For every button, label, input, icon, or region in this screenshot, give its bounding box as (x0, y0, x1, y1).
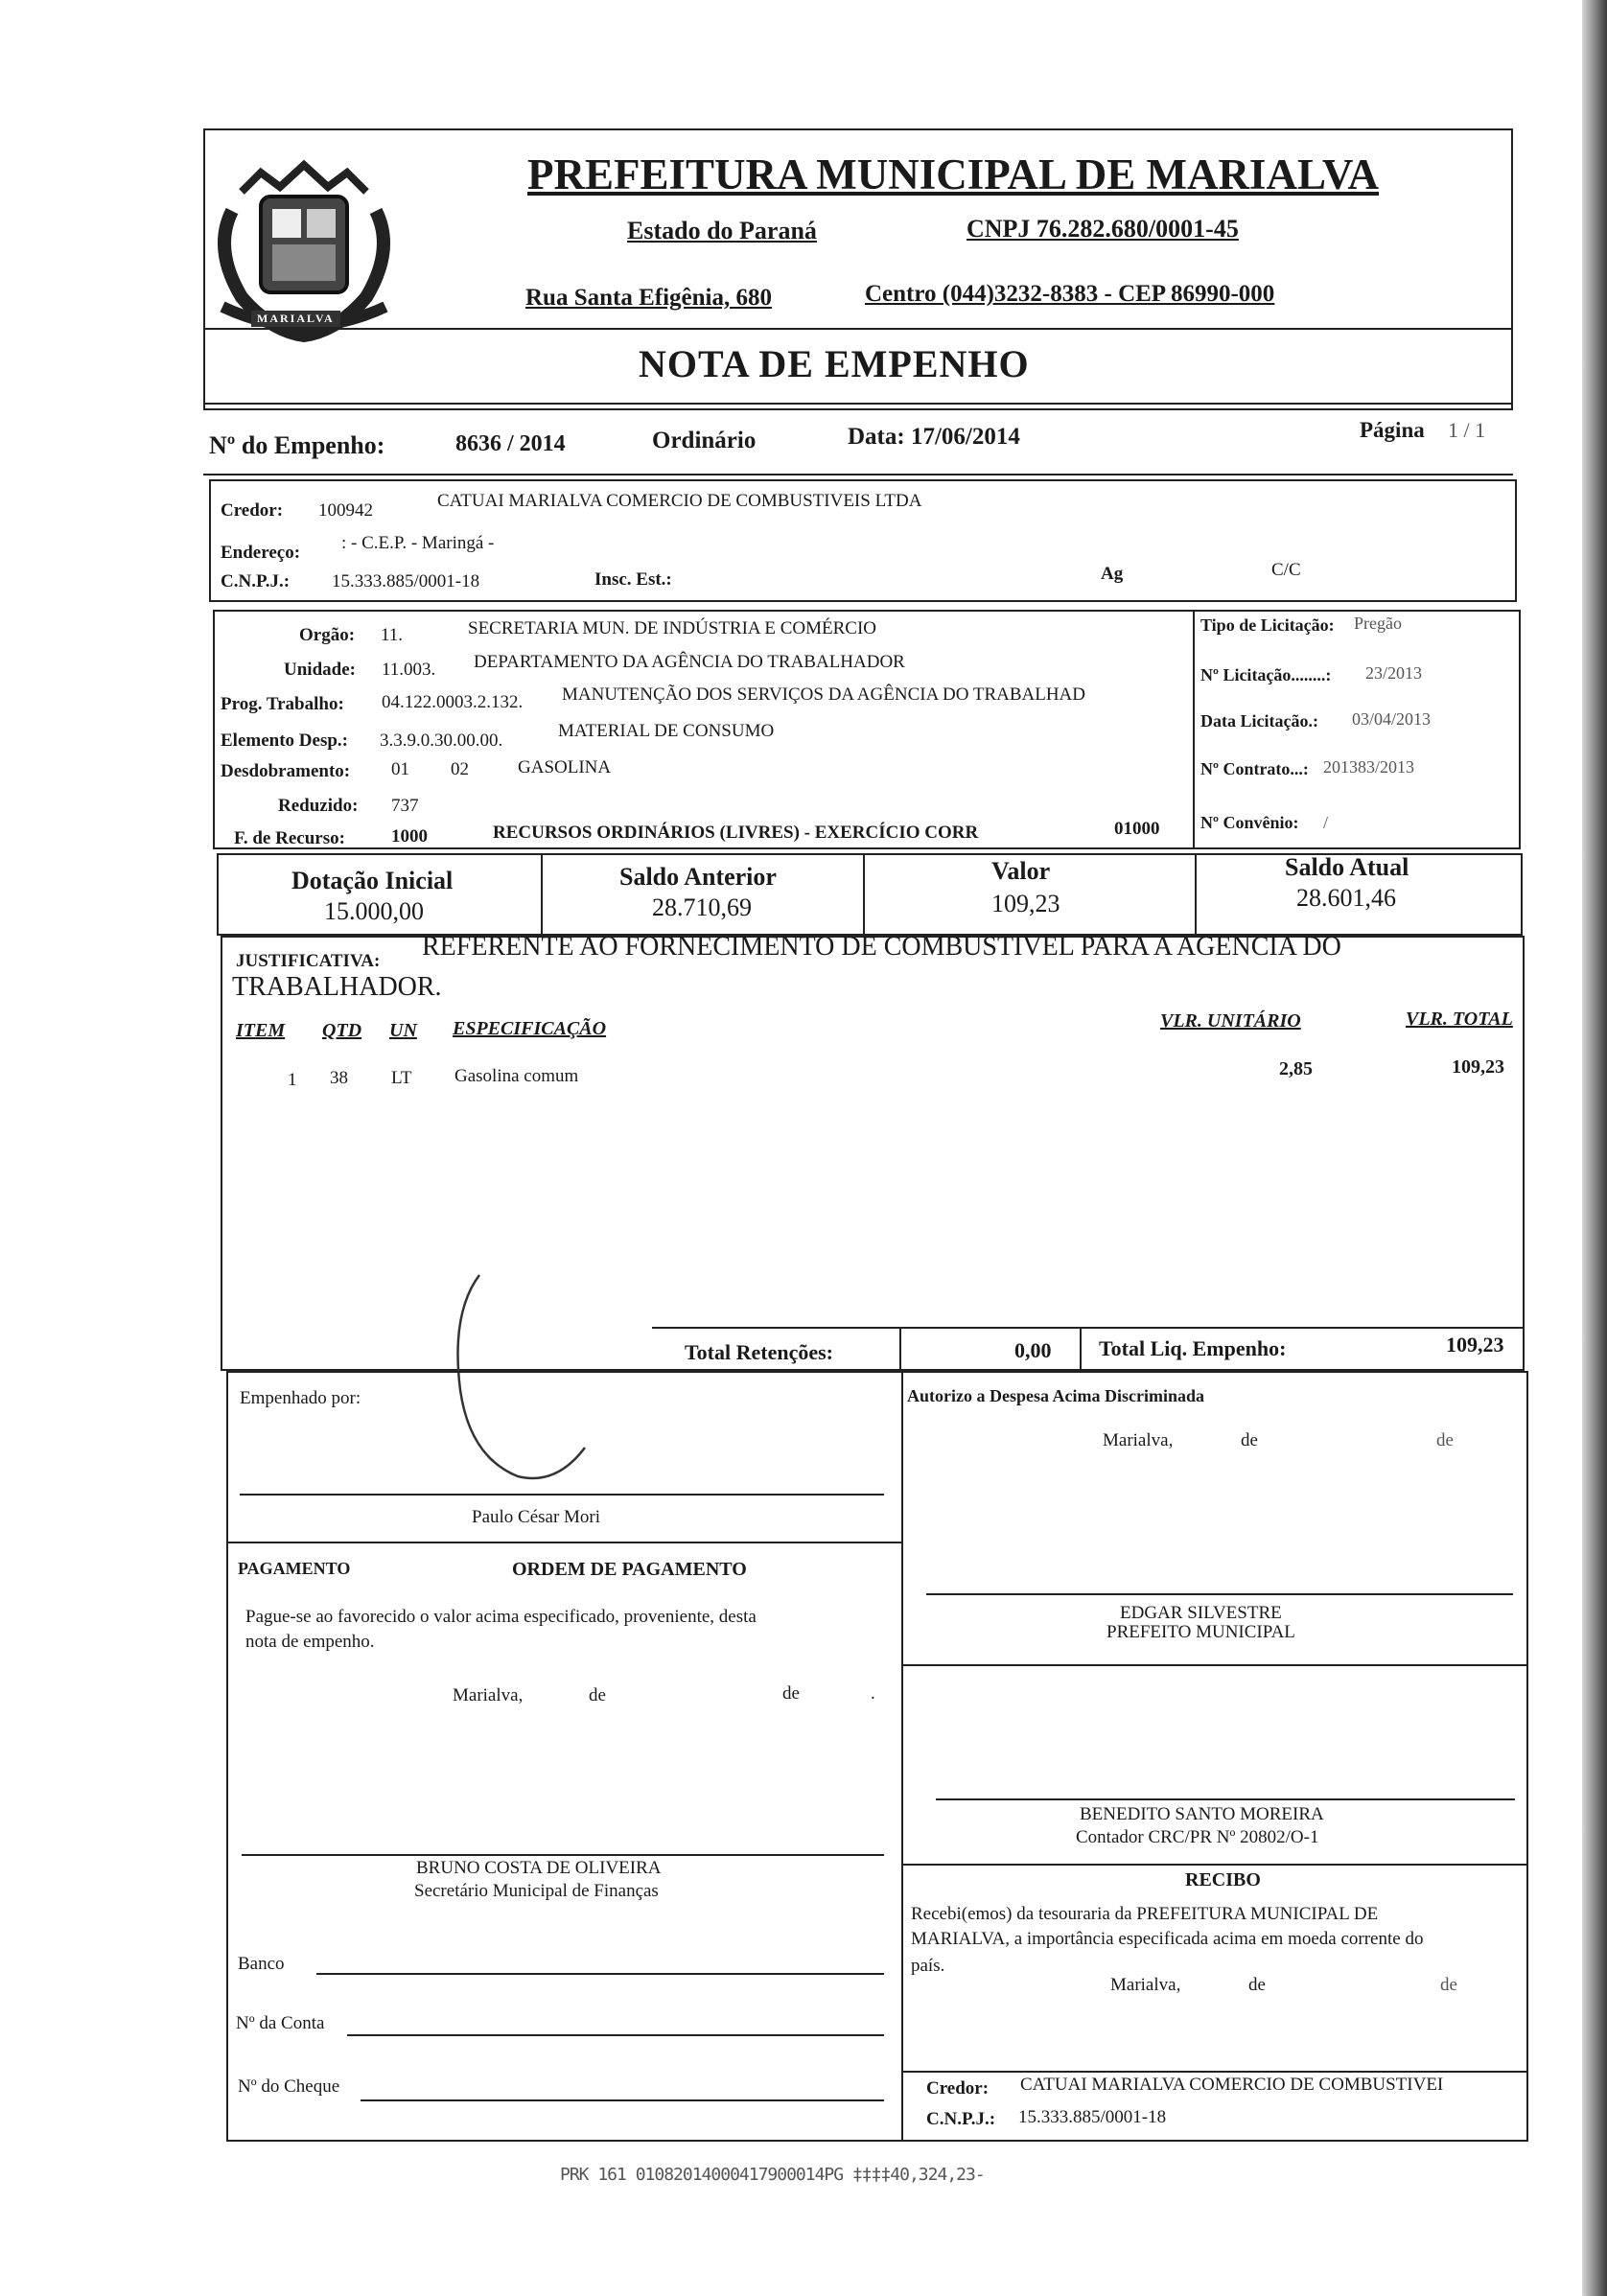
secretario-signature-line (242, 1854, 884, 1856)
desdobramento-code1: 01 (391, 759, 409, 779)
endereco-value: : - C.E.P. - Maringá - (341, 533, 495, 553)
footer-barcode-text: PRK 161 01082014000417900014PG ‡‡‡‡40,324,23- (560, 2165, 985, 2185)
conta-line (347, 2034, 884, 2036)
items-header-item: ITEM (236, 1020, 286, 1041)
contador-signature-line (936, 1798, 1515, 1800)
recibo-bottom-line (901, 2071, 1528, 2073)
contador-bottom-line (901, 1864, 1528, 1866)
pagamento-de1: de (589, 1685, 606, 1705)
prefeito-role: PREFEITO MUNICIPAL (1106, 1622, 1295, 1642)
page-value: 1 / 1 (1448, 418, 1486, 442)
empenho-number-value: 8636 / 2014 (455, 431, 566, 456)
cnpj-header: CNPJ 76.282.680/0001-45 (967, 215, 1239, 243)
recibo-credor-value: CATUAI MARIALVA COMERCIO DE COMBUSTIVEI (1020, 2075, 1444, 2095)
pagamento-city: Marialva, (453, 1685, 524, 1705)
recibo-de2: de (1440, 1975, 1457, 1995)
prefeito-name: EDGAR SILVESTRE (1120, 1603, 1282, 1623)
unidade-label: Unidade: (284, 660, 356, 680)
items-header-qtd: QTD (322, 1020, 362, 1041)
autorizo-city: Marialva, (1103, 1430, 1174, 1450)
bottom-center-divider (901, 1371, 903, 2142)
reduzido-label: Reduzido: (278, 796, 359, 816)
reduzido-value: 737 (391, 796, 419, 816)
recibo-credor-label: Credor: (926, 2078, 990, 2099)
orgao-code: 11. (381, 625, 404, 645)
unidade-name: DEPARTAMENTO DA AGÊNCIA DO TRABALHADOR (474, 652, 905, 672)
contrato-label: Nº Contrato...: (1200, 759, 1309, 778)
cnpj-label: C.N.P.J.: (221, 571, 291, 591)
desdobramento-name: GASOLINA (518, 757, 612, 777)
recibo-de1: de (1248, 1975, 1266, 1995)
totals-divider-1 (899, 1327, 901, 1371)
item-spec: Gasolina comum (454, 1066, 579, 1086)
empenho-divider (203, 474, 1513, 475)
autorizo-label: Autorizo a Despesa Acima Discriminada (907, 1386, 1204, 1405)
empenhado-bottom-line (226, 1542, 901, 1543)
elemento-desp-name: MATERIAL DE CONSUMO (558, 721, 775, 741)
item-unit-value: 2,85 (1279, 1058, 1313, 1079)
elemento-desp-label: Elemento Desp.: (221, 731, 348, 751)
total-retencoes-label: Total Retenções: (685, 1340, 833, 1364)
total-liq-label: Total Liq. Empenho: (1099, 1336, 1287, 1360)
items-header-spec: ESPECIFICAÇÃO (453, 1018, 607, 1039)
recibo-cnpj-value: 15.333.885/0001-18 (1018, 2107, 1167, 2127)
dotacao-inicial-label: Dotação Inicial (291, 867, 454, 894)
insc-est-label: Insc. Est.: (594, 569, 672, 590)
empenhado-name: Paulo César Mori (472, 1507, 601, 1527)
recibo-text-line2: MARIALVA, a importância especificada acima em moeda corrente do (911, 1929, 1424, 1949)
fonte-recurso-code2: 01000 (1114, 819, 1160, 839)
orgao-label: Orgão: (299, 625, 356, 645)
empenhado-label: Empenhado por: (240, 1388, 361, 1408)
fonte-recurso-code: 1000 (391, 826, 428, 847)
recibo-text-line1: Recebi(emos) da tesouraria da PREFEITURA MUNICIPAL DE (911, 1904, 1379, 1924)
autorizo-de2: de (1436, 1430, 1454, 1450)
justificativa-line2: TRABALHADOR. (232, 972, 442, 1002)
saldo-atual-label: Saldo Atual (1285, 853, 1409, 881)
title-divider (203, 403, 1513, 405)
state-label: Estado do Paraná (627, 217, 817, 244)
item-qtd: 38 (330, 1068, 348, 1088)
autorizo-de1: de (1241, 1430, 1258, 1450)
secretario-role: Secretário Municipal de Finanças (414, 1881, 659, 1901)
saldo-anterior-value: 28.710,69 (652, 893, 752, 921)
prefeito-signature-line (926, 1593, 1513, 1595)
justificativa-line1: REFERENTE AO FORNECIMENTO DE COMBUSTIVEL PARA A AGENCIA DO (422, 932, 1341, 962)
prog-trabalho-label: Prog. Trabalho: (221, 694, 344, 714)
justificativa-label: JUSTIFICATIVA: (236, 951, 381, 971)
empenhado-signature-line (240, 1494, 884, 1496)
ag-label: Ag (1101, 564, 1124, 584)
data-licitacao-label: Data Licitação.: (1200, 711, 1318, 731)
empenho-number-label: Nº do Empenho: (209, 431, 385, 459)
autorizo-bottom-line (901, 1664, 1528, 1666)
page-title: PREFEITURA MUNICIPAL DE MARIALVA (527, 151, 1380, 198)
convenio-label: Nº Convênio: (1200, 813, 1299, 832)
address-label: Rua Santa Efigênia, 680 (525, 285, 772, 311)
prog-trabalho-name: MANUTENÇÃO DOS SERVIÇOS DA AGÊNCIA DO TRABALHAD (562, 684, 1085, 705)
saldo-divider-1 (541, 853, 543, 936)
cheque-label: Nº do Cheque (238, 2076, 340, 2097)
recibo-cnpj-label: C.N.P.J.: (926, 2109, 996, 2129)
cc-label: C/C (1271, 560, 1301, 580)
totals-top-line (652, 1327, 1525, 1329)
items-header-unit: VLR. UNITÁRIO (1160, 1010, 1301, 1032)
elemento-desp-code: 3.3.9.0.30.00.00. (380, 731, 503, 751)
saldo-anterior-label: Saldo Anterior (619, 863, 777, 891)
recibo-title: RECIBO (1185, 1869, 1261, 1890)
empenho-type: Ordinário (652, 428, 757, 453)
credor-name: CATUAI MARIALVA COMERCIO DE COMBUSTIVEIS LTDA (437, 491, 922, 511)
scan-edge-shadow (1582, 0, 1607, 2296)
contador-role: Contador CRC/PR Nº 20802/O-1 (1076, 1827, 1319, 1847)
pagamento-dot: . (871, 1683, 875, 1704)
conta-label: Nº da Conta (236, 2013, 325, 2033)
banco-line (316, 1973, 884, 1975)
bottom-block (226, 1371, 1528, 2142)
secretario-name: BRUNO COSTA DE OLIVEIRA (416, 1858, 662, 1878)
num-licitacao-label: Nº Licitação........: (1200, 665, 1332, 684)
saldo-divider-2 (863, 853, 865, 936)
fonte-recurso-name: RECURSOS ORDINÁRIOS (LIVRES) - EXERCÍCIO CORR (493, 823, 979, 843)
item-number: 1 (288, 1070, 297, 1090)
totals-divider-2 (1080, 1327, 1082, 1371)
crest-banner-text: MARIALVA (251, 311, 340, 327)
saldo-divider-3 (1195, 853, 1197, 936)
licitacao-divider (1193, 610, 1195, 849)
endereco-label: Endereço: (221, 543, 301, 563)
page-label: Página (1360, 418, 1425, 442)
pagamento-de2: de (782, 1683, 800, 1704)
orgao-name: SECRETARIA MUN. DE INDÚSTRIA E COMÉRCIO (468, 618, 876, 638)
unidade-code: 11.003. (382, 660, 436, 680)
pagamento-text-line1: Pague-se ao favorecido o valor acima especificado, proveniente, desta (245, 1607, 757, 1627)
desdobramento-code2: 02 (451, 759, 469, 779)
convenio-value: / (1323, 813, 1329, 832)
tipo-licitacao-label: Tipo de Licitação: (1200, 615, 1335, 635)
tipo-licitacao-value: Pregão (1354, 614, 1402, 633)
district-phone-cep: Centro (044)3232-8383 - CEP 86990-000 (865, 281, 1275, 307)
fonte-recurso-label: F. de Recurso: (234, 828, 345, 848)
credor-code: 100942 (318, 500, 373, 521)
total-retencoes-value: 0,00 (1014, 1338, 1052, 1362)
saldo-atual-value: 28.601,46 (1296, 884, 1396, 912)
valor-value: 109,23 (991, 890, 1060, 917)
contador-name: BENEDITO SANTO MOREIRA (1080, 1804, 1324, 1824)
pagamento-text-line2: nota de empenho. (245, 1632, 375, 1652)
num-licitacao-value: 23/2013 (1365, 663, 1423, 683)
item-total-value: 109,23 (1452, 1056, 1504, 1078)
contrato-value: 201383/2013 (1323, 757, 1415, 777)
banco-label: Banco (238, 1954, 285, 1974)
recibo-city: Marialva, (1110, 1975, 1181, 1995)
document-title: NOTA DE EMPENHO (639, 342, 1030, 385)
prog-trabalho-code: 04.122.0003.2.132. (382, 692, 524, 712)
empenho-date: Data: 17/06/2014 (848, 424, 1020, 450)
credor-label: Credor: (221, 500, 284, 521)
data-licitacao-value: 03/04/2013 (1352, 709, 1432, 729)
cnpj-value: 15.333.885/0001-18 (332, 571, 480, 591)
items-header-total: VLR. TOTAL (1406, 1009, 1513, 1030)
item-un: LT (391, 1068, 412, 1088)
valor-label: Valor (991, 857, 1051, 885)
total-liq-value: 109,23 (1446, 1333, 1504, 1357)
cheque-line (361, 2099, 884, 2101)
desdobramento-label: Desdobramento: (221, 761, 351, 781)
recibo-text-line3: país. (911, 1956, 945, 1976)
pagamento-label: PAGAMENTO (238, 1559, 351, 1578)
items-header-un: UN (389, 1020, 417, 1041)
dotacao-inicial-value: 15.000,00 (324, 897, 424, 925)
ordem-pagamento-label: ORDEM DE PAGAMENTO (512, 1559, 747, 1580)
